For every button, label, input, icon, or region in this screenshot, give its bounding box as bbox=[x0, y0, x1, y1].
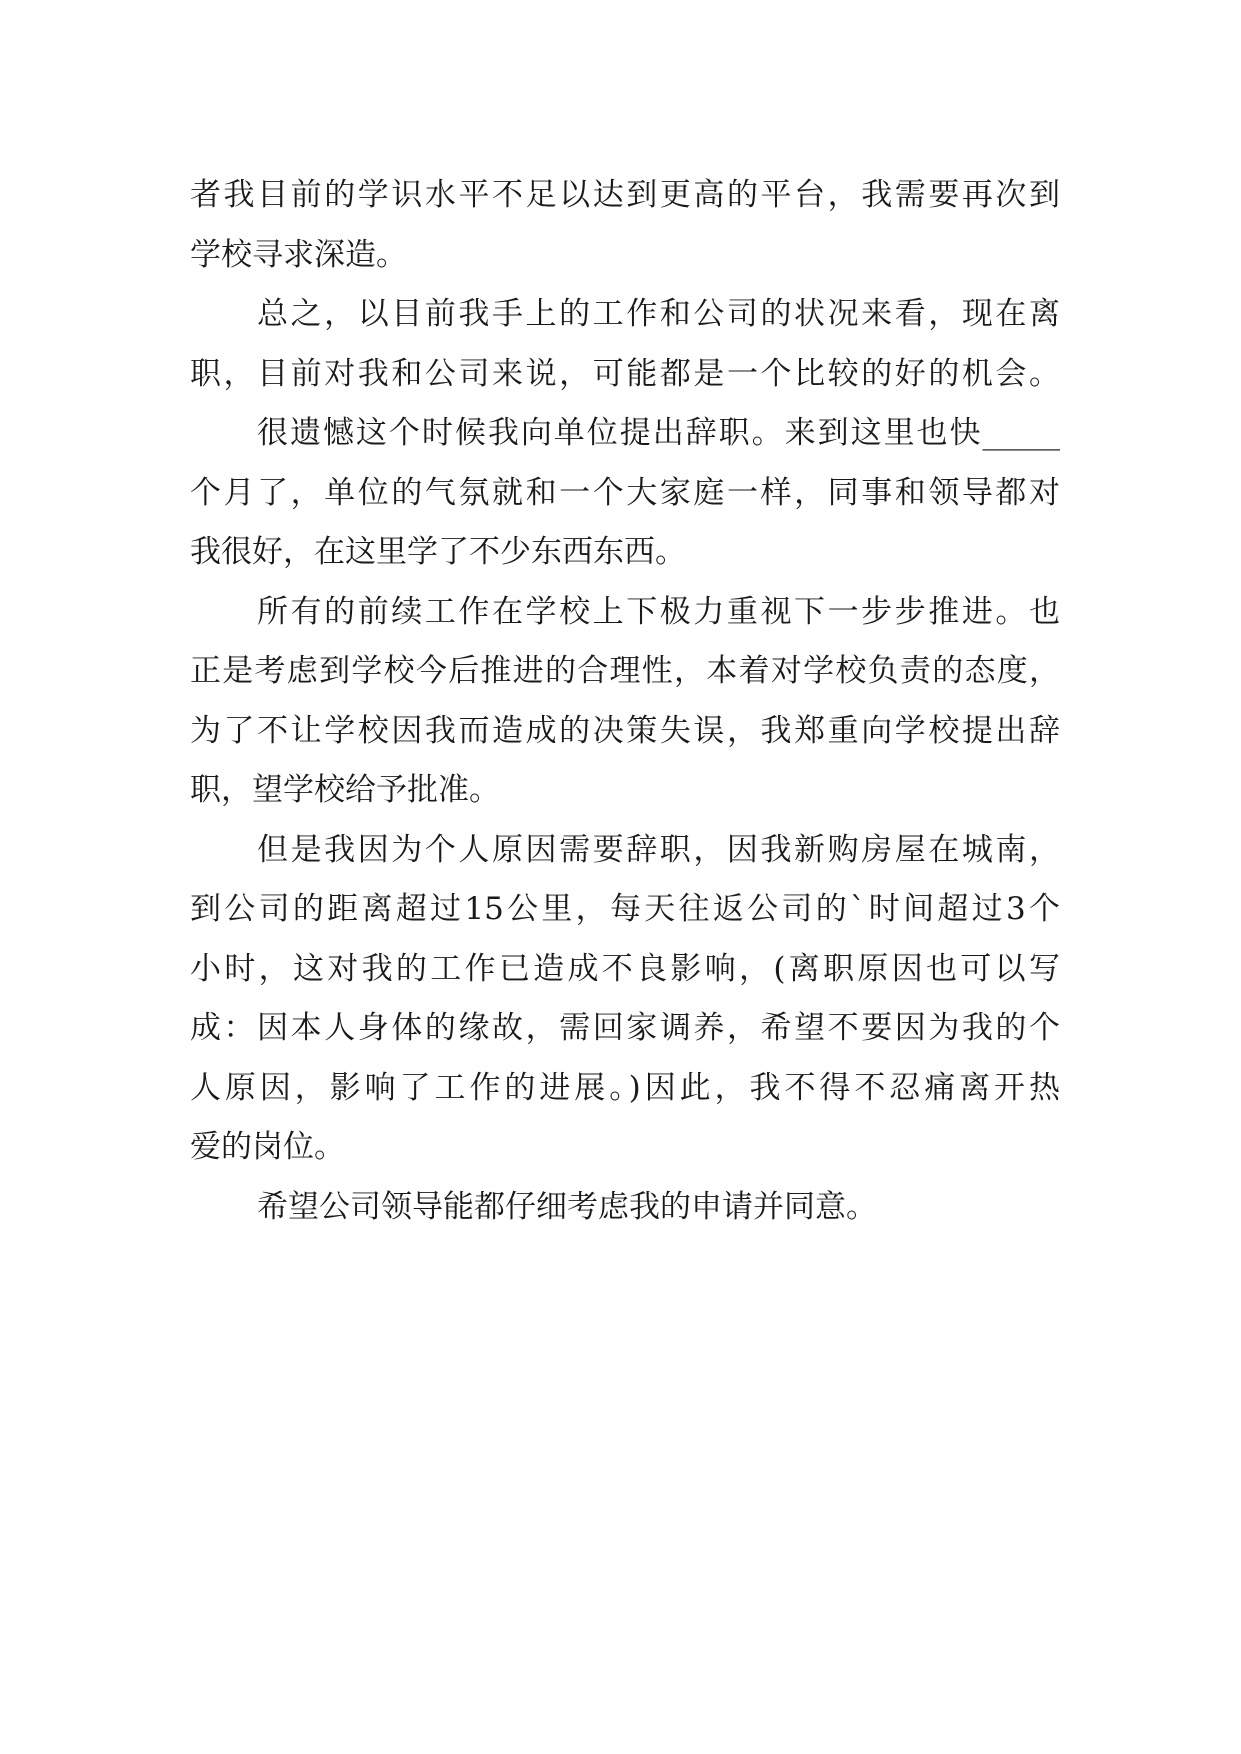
paragraph-start-line: 很遗憾这个时候我向单位提出辞职。来到这里也快_____ bbox=[257, 415, 1060, 451]
paragraph-start-line: 但是我因为个人原因需要辞职，因我新购房屋在城南， bbox=[257, 832, 1060, 868]
text-line-1: 者我目前的学识水平不足以达到更高的平台，我需要再次到 bbox=[190, 177, 1060, 213]
text-line-11: 职，望学校给予批准。 bbox=[190, 772, 500, 808]
text-line-9: 正是考虑到学校今后推进的合理性，本着对学校负责的态度， bbox=[190, 653, 1060, 689]
text-line-16: 人原因，影响了工作的进展。)因此，我不得不忍痛离开热 bbox=[190, 1070, 1060, 1106]
text-line-15: 成：因本人身体的缘故，需回家调养，希望不要因为我的个 bbox=[190, 1010, 1060, 1046]
paragraph-start-line: 所有的前续工作在学校上下极力重视下一步步推进。也 bbox=[257, 594, 1060, 630]
text-line-17: 爱的岗位。 bbox=[190, 1129, 345, 1165]
paragraph-start-line: 希望公司领导能都仔细考虑我的申请并同意。 bbox=[257, 1189, 877, 1225]
text-line-6: 个月了，单位的气氛就和一个大家庭一样，同事和领导都对 bbox=[190, 475, 1060, 511]
paragraph-start-line: 总之，以目前我手上的工作和公司的状况来看，现在离 bbox=[257, 296, 1060, 332]
text-line-10: 为了不让学校因我而造成的决策失误，我郑重向学校提出辞 bbox=[190, 713, 1060, 749]
text-line-14: 小时，这对我的工作已造成不良影响，(离职原因也可以写 bbox=[190, 951, 1060, 987]
text-line-13: 到公司的距离超过15公里，每天往返公司的`时间超过3个 bbox=[190, 891, 1060, 927]
text-line-4: 职，目前对我和公司来说，可能都是一个比较的好的机会。 bbox=[190, 356, 1060, 392]
text-line-7: 我很好，在这里学了不少东西东西。 bbox=[190, 534, 686, 570]
text-line-2: 学校寻求深造。 bbox=[190, 237, 407, 273]
